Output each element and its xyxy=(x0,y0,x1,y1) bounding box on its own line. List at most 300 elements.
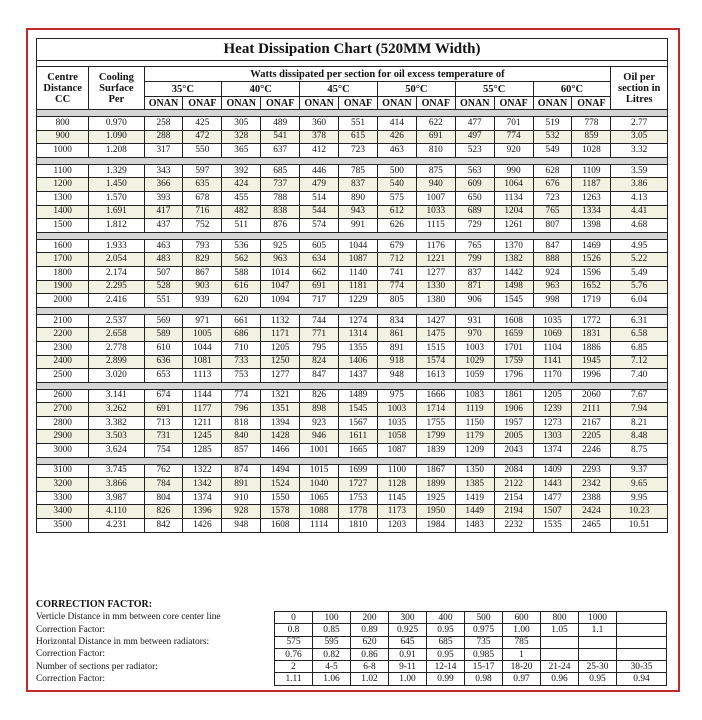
table-cell: 588 xyxy=(222,266,261,280)
correction-cell: 1.00 xyxy=(389,673,427,685)
table-cell: 360 xyxy=(300,117,339,131)
header-line: Surface xyxy=(99,82,134,94)
table-cell: 1100 xyxy=(377,464,416,478)
correction-cell: 0.89 xyxy=(351,624,389,636)
table-cell: 1033 xyxy=(416,205,455,219)
correction-cell: 735 xyxy=(465,636,503,648)
table-cell: 676 xyxy=(533,178,572,192)
table-body xyxy=(37,110,668,533)
correction-cell xyxy=(579,648,617,660)
table-cell: 861 xyxy=(377,328,416,342)
correction-cell: 0.96 xyxy=(541,673,579,685)
table-row xyxy=(37,266,668,280)
table-cell: 784 xyxy=(144,478,183,492)
table-cell: 9.95 xyxy=(611,491,668,505)
table-cell: 1209 xyxy=(455,444,494,458)
table-cell: 540 xyxy=(377,178,416,192)
table-cell: 1342 xyxy=(183,478,222,492)
onaf-header: ONAF xyxy=(261,97,300,110)
table-cell: 4.41 xyxy=(611,205,668,219)
table-cell: 2043 xyxy=(494,444,533,458)
table-row xyxy=(37,191,668,205)
table-cell: 1314 xyxy=(339,328,378,342)
table-cell: 774 xyxy=(222,389,261,403)
table-cell: 1996 xyxy=(572,369,611,383)
table-cell: 888 xyxy=(533,253,572,267)
table-cell: 2194 xyxy=(494,505,533,519)
table-cell: 1426 xyxy=(183,519,222,533)
table-cell: 1867 xyxy=(416,464,455,478)
correction-label: Horizontal Distance in mm between radiators: xyxy=(36,636,210,647)
table-cell: 1058 xyxy=(377,430,416,444)
table-row xyxy=(37,491,668,505)
table-cell: 826 xyxy=(144,505,183,519)
correction-title: CORRECTION FACTOR: xyxy=(36,599,153,610)
table-cell: 1759 xyxy=(494,355,533,369)
table-cell: 7.67 xyxy=(611,389,668,403)
table-cell: 1374 xyxy=(183,491,222,505)
table-cell: 1351 xyxy=(261,403,300,417)
table-cell: 744 xyxy=(300,314,339,328)
table-cell: 414 xyxy=(377,117,416,131)
correction-cell: 800 xyxy=(541,612,579,624)
table-cell: 393 xyxy=(144,191,183,205)
table-cell: 1040 xyxy=(300,478,339,492)
table-cell: 1064 xyxy=(494,178,533,192)
table-cell: 2246 xyxy=(572,444,611,458)
table-cell: 2388 xyxy=(572,491,611,505)
table-cell: 1437 xyxy=(339,369,378,383)
table-cell: 1545 xyxy=(339,403,378,417)
table-cell: 1466 xyxy=(261,444,300,458)
table-cell: 455 xyxy=(222,191,261,205)
table-cell: 685 xyxy=(261,164,300,178)
table-cell: 723 xyxy=(339,144,378,158)
correction-cell xyxy=(579,636,617,648)
oil-per-section-header xyxy=(611,67,668,110)
table-cell: 446 xyxy=(300,164,339,178)
correction-label: Verticle Distance in mm between core center line xyxy=(36,612,221,623)
table-cell: 1145 xyxy=(377,491,416,505)
table-cell: 1035 xyxy=(533,314,572,328)
cooling-surface-header xyxy=(89,67,144,110)
table-cell: 837 xyxy=(339,178,378,192)
header-line: Per xyxy=(108,93,125,105)
table-cell: 1475 xyxy=(416,328,455,342)
table-cell: 2.778 xyxy=(89,341,144,355)
correction-label: Correction Factor: xyxy=(36,674,105,685)
correction-cell: 0.975 xyxy=(465,624,503,636)
table-row xyxy=(37,280,668,294)
table-cell: 818 xyxy=(222,416,261,430)
table-cell: 1950 xyxy=(416,505,455,519)
table-cell: 2.054 xyxy=(89,253,144,267)
table-cell: 1047 xyxy=(261,280,300,294)
table-cell: 5.49 xyxy=(611,266,668,280)
table-cell: 867 xyxy=(183,266,222,280)
table-row xyxy=(37,403,668,417)
header-line: section in xyxy=(618,82,661,94)
table-cell: 1003 xyxy=(455,341,494,355)
correction-cell: 600 xyxy=(503,612,541,624)
table-cell: 1483 xyxy=(455,519,494,533)
table-cell: 1204 xyxy=(494,205,533,219)
table-cell: 1382 xyxy=(494,253,533,267)
table-cell: 1380 xyxy=(416,294,455,308)
correction-cell: 1.00 xyxy=(503,624,541,636)
correction-label: Correction Factor: xyxy=(36,624,105,635)
correction-cell xyxy=(617,624,667,636)
table-cell: 1701 xyxy=(494,341,533,355)
correction-cell: 785 xyxy=(503,636,541,648)
table-cell: 628 xyxy=(533,164,572,178)
correction-factor-section xyxy=(36,599,668,685)
table-row xyxy=(37,144,668,158)
table-cell: 6.04 xyxy=(611,294,668,308)
table-cell: 1394 xyxy=(261,416,300,430)
table-cell: 519 xyxy=(533,117,572,131)
table-cell: 1753 xyxy=(339,491,378,505)
correction-row xyxy=(275,612,667,624)
correction-cell: 2 xyxy=(275,661,313,673)
table-cell: 1083 xyxy=(455,389,494,403)
table-cell: 1028 xyxy=(572,144,611,158)
table-cell: 810 xyxy=(416,144,455,158)
table-cell: 3.503 xyxy=(89,430,144,444)
table-cell: 1277 xyxy=(261,369,300,383)
onan-header: ONAN xyxy=(300,97,339,110)
table-cell: 562 xyxy=(222,253,261,267)
table-cell: 637 xyxy=(261,144,300,158)
correction-row xyxy=(275,648,667,660)
header-line: Litres xyxy=(625,93,653,105)
table-cell: 4.95 xyxy=(611,239,668,253)
table-cell: 991 xyxy=(339,219,378,233)
correction-cell: 0.985 xyxy=(465,648,503,660)
table-cell: 826 xyxy=(300,389,339,403)
table-cell: 597 xyxy=(183,164,222,178)
table-cell: 589 xyxy=(144,328,183,342)
group-separator xyxy=(37,232,668,239)
table-cell: 343 xyxy=(144,164,183,178)
correction-cell: 0.91 xyxy=(389,648,427,660)
table-cell: 511 xyxy=(222,219,261,233)
table-cell: 523 xyxy=(455,144,494,158)
table-cell: 712 xyxy=(377,253,416,267)
table-cell: 2293 xyxy=(572,464,611,478)
table-cell: 1945 xyxy=(572,355,611,369)
table-cell: 2700 xyxy=(37,403,89,417)
table-cell: 610 xyxy=(144,341,183,355)
table-cell: 1239 xyxy=(533,403,572,417)
table-row xyxy=(37,389,668,403)
table-cell: 2400 xyxy=(37,355,89,369)
table-cell: 1578 xyxy=(261,505,300,519)
table-cell: 1094 xyxy=(261,294,300,308)
table-cell: 1277 xyxy=(416,266,455,280)
table-cell: 963 xyxy=(261,253,300,267)
table-cell: 328 xyxy=(222,130,261,144)
table-cell: 5.76 xyxy=(611,280,668,294)
group-separator xyxy=(37,382,668,389)
table-cell: 1250 xyxy=(261,355,300,369)
table-cell: 2600 xyxy=(37,389,89,403)
correction-label: Correction Factor: xyxy=(36,649,105,660)
table-cell: 906 xyxy=(455,294,494,308)
table-cell: 612 xyxy=(377,205,416,219)
table-cell: 918 xyxy=(377,355,416,369)
table-cell: 1385 xyxy=(455,478,494,492)
table-cell: 723 xyxy=(533,191,572,205)
table-cell: 741 xyxy=(377,266,416,280)
table-cell: 800 xyxy=(37,117,89,131)
table-cell: 2122 xyxy=(494,478,533,492)
table-cell: 1205 xyxy=(533,389,572,403)
table-cell: 258 xyxy=(144,117,183,131)
table-cell: 1515 xyxy=(416,341,455,355)
correction-cell: 15-17 xyxy=(465,661,503,673)
table-cell: 1005 xyxy=(183,328,222,342)
table-cell: 1003 xyxy=(377,403,416,417)
table-cell: 1134 xyxy=(494,191,533,205)
correction-cell: 575 xyxy=(275,636,313,648)
table-cell: 1171 xyxy=(261,328,300,342)
table-cell: 1613 xyxy=(416,369,455,383)
table-cell: 691 xyxy=(144,403,183,417)
table-cell: 6.31 xyxy=(611,314,668,328)
correction-cell xyxy=(617,648,667,660)
table-cell: 796 xyxy=(222,403,261,417)
table-cell: 1128 xyxy=(377,478,416,492)
table-cell: 716 xyxy=(183,205,222,219)
correction-cell: 200 xyxy=(351,612,389,624)
table-cell: 1.208 xyxy=(89,144,144,158)
correction-cell xyxy=(541,648,579,660)
table-cell: 1330 xyxy=(416,280,455,294)
table-cell: 2.537 xyxy=(89,314,144,328)
table-cell: 971 xyxy=(183,314,222,328)
table-cell: 551 xyxy=(144,294,183,308)
table-cell: 1015 xyxy=(300,464,339,478)
correction-cell xyxy=(541,636,579,648)
header-line: CC xyxy=(55,93,71,105)
table-cell: 2465 xyxy=(572,519,611,533)
table-cell: 847 xyxy=(533,239,572,253)
table-cell: 1.812 xyxy=(89,219,144,233)
table-cell: 1406 xyxy=(339,355,378,369)
table-cell: 795 xyxy=(300,341,339,355)
table-cell: 1666 xyxy=(416,389,455,403)
table-cell: 1321 xyxy=(261,389,300,403)
table-cell: 1427 xyxy=(416,314,455,328)
table-cell: 544 xyxy=(300,205,339,219)
table-cell: 1398 xyxy=(572,219,611,233)
table-cell: 378 xyxy=(300,130,339,144)
table-cell: 1608 xyxy=(261,519,300,533)
table-cell: 891 xyxy=(222,478,261,492)
table-row xyxy=(37,519,668,533)
correction-cell: 1.1 xyxy=(579,624,617,636)
table-cell: 3.59 xyxy=(611,164,668,178)
table-cell: 417 xyxy=(144,205,183,219)
table-cell: 9.37 xyxy=(611,464,668,478)
table-cell: 824 xyxy=(300,355,339,369)
table-cell: 847 xyxy=(300,369,339,383)
table-cell: 1524 xyxy=(261,478,300,492)
table-cell: 733 xyxy=(222,355,261,369)
table-cell: 550 xyxy=(183,144,222,158)
table-cell: 785 xyxy=(339,164,378,178)
group-separator xyxy=(37,157,668,164)
table-cell: 1409 xyxy=(533,464,572,478)
header-line: Cooling xyxy=(98,71,134,83)
table-cell: 729 xyxy=(455,219,494,233)
header-line: Distance xyxy=(43,82,82,94)
table-cell: 1477 xyxy=(533,491,572,505)
table-cell: 871 xyxy=(455,280,494,294)
correction-cell: 0.86 xyxy=(351,648,389,660)
table-cell: 3.745 xyxy=(89,464,144,478)
table-cell: 2005 xyxy=(494,430,533,444)
table-cell: 891 xyxy=(377,341,416,355)
correction-cell: 0.8 xyxy=(275,624,313,636)
table-cell: 500 xyxy=(377,164,416,178)
table-cell: 574 xyxy=(300,219,339,233)
table-cell: 2.416 xyxy=(89,294,144,308)
table-cell: 1489 xyxy=(339,389,378,403)
table-cell: 2.658 xyxy=(89,328,144,342)
table-cell: 1100 xyxy=(37,164,89,178)
table-cell: 437 xyxy=(144,219,183,233)
table-cell: 859 xyxy=(572,130,611,144)
table-cell: 837 xyxy=(455,266,494,280)
table-cell: 1727 xyxy=(339,478,378,492)
heat-dissipation-chart xyxy=(36,38,668,685)
correction-row xyxy=(275,661,667,673)
correction-cell: 0.925 xyxy=(389,624,427,636)
table-cell: 1428 xyxy=(261,430,300,444)
table-cell: 5.22 xyxy=(611,253,668,267)
table-cell: 948 xyxy=(377,369,416,383)
table-cell: 788 xyxy=(261,191,300,205)
table-cell: 1274 xyxy=(339,314,378,328)
correction-row xyxy=(275,624,667,636)
table-row xyxy=(37,369,668,383)
table-cell: 1285 xyxy=(183,444,222,458)
table-cell: 1567 xyxy=(339,416,378,430)
centre-distance-header xyxy=(37,67,89,110)
table-row xyxy=(37,444,668,458)
table-cell: 1273 xyxy=(533,416,572,430)
table-cell: 551 xyxy=(339,117,378,131)
correction-cell: 0.95 xyxy=(427,624,465,636)
table-cell: 774 xyxy=(377,280,416,294)
correction-cell: 620 xyxy=(351,636,389,648)
table-cell: 1507 xyxy=(533,505,572,519)
table-cell: 3300 xyxy=(37,491,89,505)
table-cell: 536 xyxy=(222,239,261,253)
table-row xyxy=(37,253,668,267)
table-cell: 7.94 xyxy=(611,403,668,417)
table-cell: 1714 xyxy=(416,403,455,417)
table-cell: 1899 xyxy=(416,478,455,492)
table-cell: 765 xyxy=(533,205,572,219)
table-cell: 3.020 xyxy=(89,369,144,383)
table-cell: 686 xyxy=(222,328,261,342)
table-cell: 616 xyxy=(222,280,261,294)
table-cell: 1400 xyxy=(37,205,89,219)
table-cell: 691 xyxy=(300,280,339,294)
table-cell: 463 xyxy=(377,144,416,158)
table-cell: 1498 xyxy=(494,280,533,294)
table-cell: 674 xyxy=(144,389,183,403)
separator-cell xyxy=(37,232,668,239)
table-cell: 1065 xyxy=(300,491,339,505)
table-cell: 3500 xyxy=(37,519,89,533)
table-cell: 1796 xyxy=(494,369,533,383)
table-cell: 1150 xyxy=(455,416,494,430)
temp-header: 40°C xyxy=(222,82,300,97)
table-cell: 679 xyxy=(377,239,416,253)
table-cell: 0.970 xyxy=(89,117,144,131)
table-cell: 1652 xyxy=(572,280,611,294)
table-row xyxy=(37,239,668,253)
table-cell: 2300 xyxy=(37,341,89,355)
table-cell: 1370 xyxy=(494,239,533,253)
table-cell: 10.23 xyxy=(611,505,668,519)
table-cell: 1200 xyxy=(37,178,89,192)
table-cell: 1.691 xyxy=(89,205,144,219)
table-cell: 920 xyxy=(494,144,533,158)
header-line: Oil per xyxy=(623,71,656,83)
table-cell: 2167 xyxy=(572,416,611,430)
correction-row xyxy=(275,636,667,648)
table-cell: 549 xyxy=(533,144,572,158)
table-cell: 1535 xyxy=(533,519,572,533)
table-cell: 7.12 xyxy=(611,355,668,369)
table-cell: 774 xyxy=(494,130,533,144)
table-cell: 563 xyxy=(455,164,494,178)
table-cell: 1303 xyxy=(533,430,572,444)
table-cell: 762 xyxy=(144,464,183,478)
table-cell: 1263 xyxy=(572,191,611,205)
table-cell: 1007 xyxy=(416,191,455,205)
table-cell: 605 xyxy=(300,239,339,253)
table-cell: 636 xyxy=(144,355,183,369)
correction-cell: 1.06 xyxy=(313,673,351,685)
table-cell: 9.65 xyxy=(611,478,668,492)
table-cell: 507 xyxy=(144,266,183,280)
table-cell: 890 xyxy=(339,191,378,205)
table-cell: 1984 xyxy=(416,519,455,533)
table-cell: 804 xyxy=(144,491,183,505)
table-cell: 653 xyxy=(144,369,183,383)
table-cell: 8.75 xyxy=(611,444,668,458)
correction-cell: 0.95 xyxy=(427,648,465,660)
table-cell: 876 xyxy=(261,219,300,233)
table-cell: 2060 xyxy=(572,389,611,403)
table-cell: 1494 xyxy=(261,464,300,478)
table-cell: 898 xyxy=(300,403,339,417)
onan-header: ONAN xyxy=(455,97,494,110)
table-cell: 1.450 xyxy=(89,178,144,192)
table-cell: 4.13 xyxy=(611,191,668,205)
table-cell: 928 xyxy=(222,505,261,519)
table-cell: 2000 xyxy=(37,294,89,308)
table-cell: 1611 xyxy=(339,430,378,444)
table-cell: 4.231 xyxy=(89,519,144,533)
table-cell: 426 xyxy=(377,130,416,144)
